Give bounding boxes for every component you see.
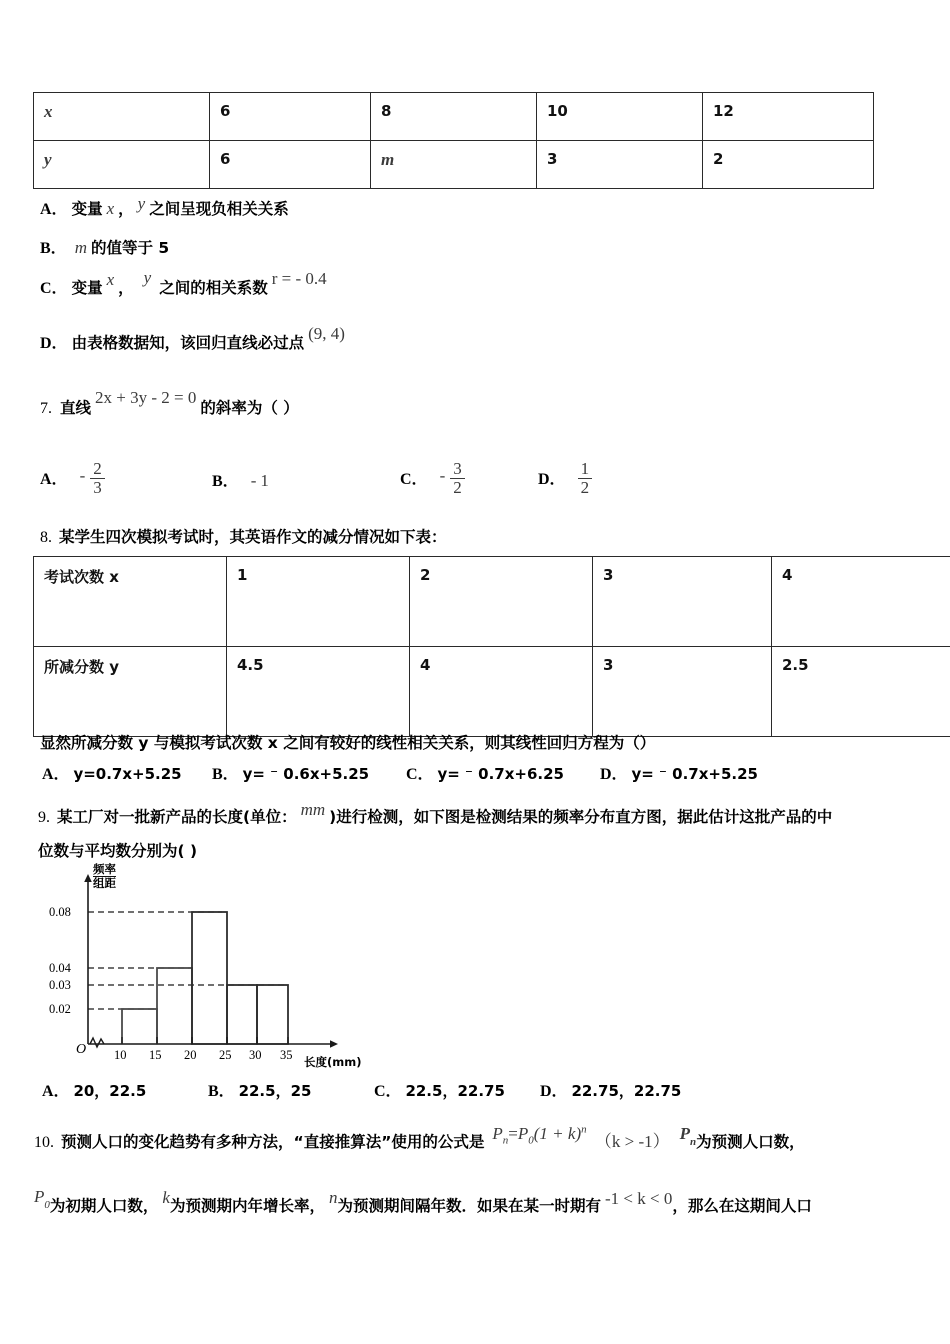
variable-x: x [106, 199, 115, 218]
table-cell-header-y [34, 141, 210, 189]
option-text: y= ⁻ 0.7x+5.25 [631, 765, 758, 783]
question6-option-a[interactable] [40, 196, 289, 219]
question9-option-d[interactable] [540, 1078, 681, 1101]
option-text: 22.5，22.75 [405, 1082, 505, 1100]
origin-label: O [76, 1042, 87, 1057]
axis-break-symbol [90, 1038, 104, 1047]
option-text-mid: 之间的相关系数 [159, 279, 268, 297]
option-text-before: 变量 [71, 279, 103, 297]
x-tick-label-25: 25 [219, 1048, 232, 1062]
option-text-before: 变量 [71, 200, 103, 218]
variable-y: y [143, 268, 152, 287]
symbol-k: k [162, 1188, 170, 1207]
formula-exponent-n: n [581, 1123, 587, 1136]
histogram-bar-30-35 [257, 985, 288, 1044]
question10-line2 [34, 1187, 812, 1218]
table-cell [371, 141, 537, 189]
option-letter: B． [208, 1083, 235, 1100]
question7-stem [40, 388, 299, 418]
question6-data-table [33, 92, 874, 189]
table-cell: 4 [772, 557, 950, 647]
question7-option-d[interactable] [538, 459, 593, 499]
table-cell: 2.5 [772, 647, 950, 737]
table-cell: 4 [410, 647, 593, 737]
y-tick-label-0.03: 0.03 [49, 978, 71, 992]
stem-text-part2: )进行检测，如下图是检测结果的频率分布直方图，据此估计这批产品的中 [329, 808, 833, 826]
table-cell: 4.5 [227, 647, 410, 737]
formula-condition: （k > -1） [594, 1132, 670, 1151]
formula-P0: P [517, 1124, 529, 1143]
fraction-numerator: 1 [580, 459, 590, 478]
point-coordinates: (9, 4) [308, 324, 345, 343]
y-axis-label-denominator: 组距 [93, 875, 116, 890]
stem-text: 某学生四次模拟考试时，其英语作文的减分情况如下表： [59, 528, 447, 546]
stem-text-a: 为初期人口数， [49, 1197, 159, 1215]
formula-subscript-n: n [502, 1134, 509, 1147]
question6-option-c[interactable] [40, 268, 327, 298]
stem-text-b: 为预测期内年增长率， [169, 1197, 325, 1215]
minus-sign: - [439, 466, 446, 486]
stem-text-after: 为预测人口数， [696, 1133, 805, 1151]
option-letter: B． [212, 473, 239, 490]
fraction-numerator: 2 [93, 459, 102, 478]
unit-mm: mm [300, 800, 326, 819]
table-cell-header-deducted-score: 所减分数 y [34, 647, 227, 737]
y-axis-arrow [84, 874, 92, 882]
question9-stem-line2 [38, 839, 197, 861]
question9-option-a[interactable] [42, 1078, 146, 1101]
histogram-bar-15-20 [157, 968, 192, 1044]
x-axis-label: 长度(mm) [304, 1055, 362, 1069]
stem-text-before: 预测人口的变化趋势有多种方法，“直接推算法”使用的公式是 [61, 1133, 485, 1151]
symbol-subscript-n: n [690, 1136, 697, 1149]
table-cell: 6 [210, 141, 371, 189]
option-letter: A． [42, 1083, 70, 1100]
option-text: y= ⁻ 0.6x+5.25 [242, 765, 370, 783]
prompt-text: 显然所减分数 y 与模拟考试次数 x 之间有较好的线性相关关系，则其线性回归方程为（） [40, 734, 656, 752]
symbol-P: P [679, 1124, 690, 1143]
stem-text-line2: 位数与平均数分别为( ) [38, 842, 198, 860]
stem-text-after: 的斜率为（ ） [200, 399, 299, 417]
fraction [90, 460, 105, 497]
minus-sign: - [79, 466, 86, 486]
histogram-bar-10-15 [122, 1009, 157, 1044]
table-cell-header-exam-count: 考试次数 x [34, 557, 227, 647]
table-cell: 6 [210, 93, 371, 141]
x-tick-label-20: 20 [184, 1048, 197, 1062]
fraction [578, 460, 593, 497]
question10-line1 [34, 1123, 805, 1154]
table-cell: 12 [703, 93, 874, 141]
symbol-subscript-0: 0 [44, 1199, 50, 1212]
y-tick-label-0.02: 0.02 [49, 1002, 71, 1016]
table-cell: 1 [227, 557, 410, 647]
option-text: 22.75，22.75 [571, 1082, 682, 1100]
question8-data-table [33, 556, 950, 737]
option-letter: B． [212, 766, 239, 783]
option-letter: D． [540, 1083, 568, 1100]
table-cell: 3 [593, 557, 772, 647]
formula-P: P [492, 1124, 503, 1143]
x-tick-label-10: 10 [114, 1048, 127, 1062]
question-number: 10. [34, 1134, 54, 1151]
variable-x: x [44, 102, 53, 121]
inequality-condition: -1 < k < 0 [604, 1189, 673, 1208]
table-cell: 3 [593, 647, 772, 737]
stem-text-d: ，那么在这期间人口 [672, 1197, 812, 1215]
variable-y: y [44, 150, 52, 169]
stem-text-part1: 某工厂对一批新产品的长度(单位： [57, 808, 297, 826]
option-text-before: 由表格数据知，该回归直线必过点 [71, 334, 305, 352]
symbol-P0: P [34, 1187, 45, 1206]
option-text-after: 的值等于 5 [90, 239, 170, 257]
question7-option-c[interactable] [400, 459, 466, 499]
table-cell: 2 [410, 557, 593, 647]
table-row [34, 557, 950, 647]
question9-option-b[interactable] [208, 1078, 311, 1101]
histogram-bar-25-30 [227, 985, 257, 1044]
variable-m: m [74, 238, 87, 257]
fraction-denominator: 2 [578, 478, 593, 497]
option-letter: D． [40, 335, 68, 352]
stem-text-before: 直线 [60, 399, 92, 417]
option-text: 20，22.5 [73, 1082, 147, 1100]
histogram-bar-20-25 [192, 912, 227, 1044]
option-value: 1 [260, 471, 269, 490]
frequency-distribution-histogram [49, 862, 362, 1069]
y-tick-label-0.04: 0.04 [49, 961, 71, 975]
table-row [34, 647, 950, 737]
table-cell: 8 [371, 93, 537, 141]
option-letter: C． [40, 280, 68, 297]
table-cell-header-x [34, 93, 210, 141]
option-letter: B． [40, 240, 67, 257]
question8-option-a[interactable] [42, 761, 182, 784]
question6-option-d[interactable] [40, 324, 345, 353]
x-tick-label-35: 35 [280, 1048, 293, 1062]
y-axis-label [93, 864, 116, 890]
formula-subscript-0: 0 [528, 1134, 534, 1147]
option-text-after: 之间呈现负相关关系 [149, 200, 289, 218]
question-number: 8. [40, 529, 52, 546]
question9-stem-line1 [38, 800, 833, 827]
table-row [34, 141, 874, 189]
question8-option-c[interactable] [406, 761, 564, 784]
variable-y: y [137, 194, 146, 213]
question7-option-b[interactable] [212, 468, 269, 491]
option-letter: A． [42, 766, 70, 783]
minus-sign: - [250, 471, 257, 490]
option-letter: C． [406, 766, 434, 783]
fraction-denominator: 3 [90, 478, 105, 497]
table-row [34, 93, 874, 141]
stem-text-c: 为预测期间隔年数．如果在某一时期有 [337, 1197, 601, 1215]
question9-option-c[interactable] [374, 1078, 505, 1101]
table-cell: 3 [537, 141, 703, 189]
symbol-n: n [328, 1188, 338, 1207]
option-letter: D． [538, 471, 566, 489]
question-number: 9. [38, 809, 50, 826]
option-letter: A． [40, 471, 68, 489]
option-text: y=0.7x+5.25 [73, 765, 182, 783]
y-tick-label-0.08: 0.08 [49, 905, 71, 919]
population-formula [492, 1123, 590, 1147]
x-tick-label-30: 30 [249, 1048, 262, 1062]
variable-x: x [106, 270, 115, 289]
option-separator: ， [118, 200, 134, 218]
x-tick-label-15: 15 [149, 1048, 162, 1062]
option-letter: D． [600, 766, 628, 783]
correlation-coefficient-formula: r = - 0.4 [271, 269, 327, 288]
question6-option-b[interactable] [40, 235, 169, 258]
option-letter: C． [374, 1083, 402, 1100]
y-axis-label-numerator: 频率 [93, 862, 116, 876]
variable-m: m [381, 150, 395, 169]
option-text: 22.5，25 [238, 1082, 312, 1100]
question8-prompt [40, 731, 655, 753]
option-separator: ， [118, 279, 134, 297]
formula-equals: = [508, 1124, 518, 1143]
question8-option-b[interactable] [212, 761, 369, 784]
option-letter: C． [400, 471, 428, 489]
question-number: 7. [40, 400, 52, 417]
fraction [450, 460, 465, 497]
line-equation: 2x + 3y - 2 = 0 [95, 388, 197, 407]
table-cell: 10 [537, 93, 703, 141]
fraction-numerator: 3 [453, 459, 462, 478]
fraction-denominator: 2 [450, 478, 465, 497]
option-letter: A． [40, 201, 68, 218]
question8-stem [40, 525, 447, 547]
table-cell: 2 [703, 141, 874, 189]
x-axis-arrow [330, 1040, 338, 1048]
question8-option-d[interactable] [600, 761, 758, 784]
option-text: y= ⁻ 0.7x+6.25 [437, 765, 564, 783]
question7-option-a[interactable] [40, 459, 106, 499]
formula-parenthesis: (1 + k) [533, 1124, 582, 1143]
